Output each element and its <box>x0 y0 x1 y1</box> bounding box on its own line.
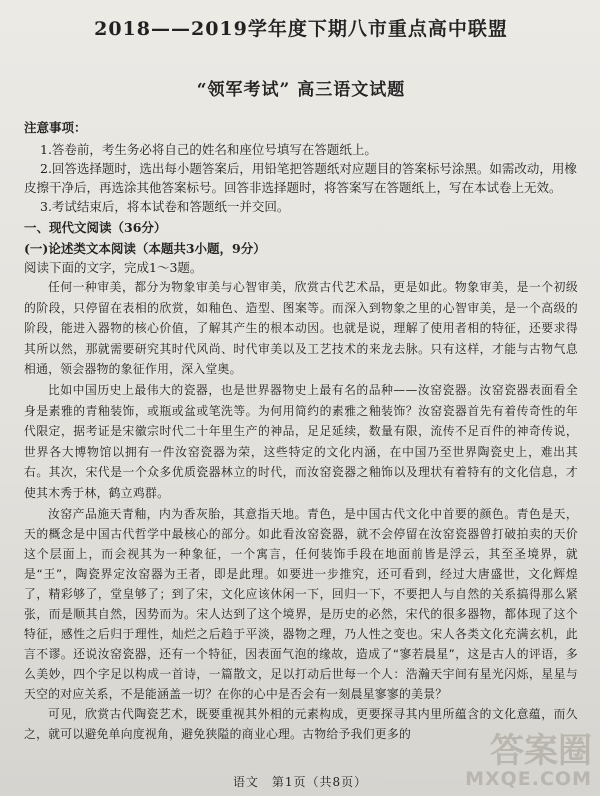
watermark-small: MXQE.COM <box>465 768 592 790</box>
page-footer: 语文 第1页（共8页） <box>232 775 368 789</box>
exam-subtitle: “领军考试” 高三语文试题 <box>196 80 406 100</box>
watermark-big: 答案圈 <box>490 731 592 771</box>
exam-title: 2018——2019学年度下期八市重点高中联盟 <box>94 18 508 40</box>
article <box>24 277 578 745</box>
note-item-3: 3.考试结束后，将本试卷和答题纸一并交回。 <box>40 199 290 214</box>
article-paragraph-1: 任何一种审美，都分为物象审美与心智审美，欣赏古代艺术品，更是如此。物象审美，是一个初级的阶段，只停留在表相的欣赏，如釉色、造型、图案等。而深入到物象之里的心智审美，是一个高级的阶段，能进入器物的核心价值，了解其产生的根本动因。也就是说，理解了使用者相的特征，还要求得其所以然，那就需要研究其时代风尚、时代审美以及工艺技术的来龙去脉。只有这样，才能与古物气息相通，领会器物的象征作用，深入堂奥。 <box>24 280 578 377</box>
notes-heading: 注意事项： <box>24 120 87 135</box>
note-item-2: 2.回答选择题时，选出每小题答案后，用铅笔把答题纸对应题目的答案标号涂黑。如需改动，用橡皮擦干净后，再选涂其他答案标号。回答非选择题时，将答案写在答题纸上，写在本试卷上无效。 <box>24 161 577 195</box>
notes-block <box>24 118 578 216</box>
section-part1: 一、现代文阅读（36分） <box>24 220 167 235</box>
watermark-logo <box>465 731 592 790</box>
article-paragraph-2: 比如中国历史上最伟大的瓷器，也是世界器物史上最有名的品种——汝窑瓷器。汝窑瓷器表面看全身是素雅的青釉装饰，或瓶或盆或笔洗等。为何用简约的素雅之釉装饰？汝窑瓷器首先有着传奇性的年代限定，据考证是宋徽宗时代二十年里生产的神品，足足延续，数量有限，流传不足百件的神奇传说，世界各大博物馆以拥有一件汝窑瓷器为荣，这些特定的文化内涵，在中国乃至世界陶瓷史上，难出其右。其次，宋代是一个众多优质瓷器林立的时代，而汝窑瓷器之釉饰以及理状有着特有的文化信息，才使其木秀于林，鹤立鸡群。 <box>24 382 578 500</box>
article-paragraph-4: 可见，欣赏古代陶瓷艺术，既要重视其外相的元素构成，更要探寻其内里所蕴含的文化意蕴，而久之，就可以避免单向度视角，避免狭隘的商业心理。古物给予我们更多的 <box>24 706 578 742</box>
section-part1a: (一)论述类文本阅读（本题共3小题，9分） <box>24 241 266 256</box>
article-paragraph-3: 汝窑产品施天青釉，内为香灰胎，其意指天地。青色，是中国古代文化中首要的颜色。青色是天，天的概念是中国古代哲学中最核心的部分。如此看汝窑瓷器，就不会停留在汝窑瓷器曾打破拍卖的天价这个层面上，而会视其为一种象征，一个寓言，任何装饰手段在地面前皆是浮云，其至圣境界，就是“王”，陶瓷界定汝窑器为王者，即是此理。如要进一步推究，还可看到，经过大唐盛世，文化辉煌了，精彩够了，堂皇够了；到了宋，文化应该休闲一下，回归一下，不要把人与自然的关系搞得那么紧张，而是顺其自然，因势而为。宋人达到了这个境界，是历史的必然，宋代的很多器物，都体现了这个特征，感性之后归于理性，灿烂之后趋于平淡，器物之理，乃人性之变也。宋人各类文化充满玄机，此言不谬。还说汝窑瓷器，还有一个特征，因表面气泡的缘故，造成了“寥若晨星”，这是古人的评语，多么美妙，四个字足以构成一首诗，一篇散文，足以打动后世每一个人：浩瀚天宇间有星光闪烁，星星与天空的对应关系，不是能涵盖一切？在你的心中是否会有一刻晨星寥寥的美景？ <box>24 506 578 701</box>
reading-instruction: 阅读下面的文字，完成1～3题。 <box>24 260 203 275</box>
note-item-1: 1.答卷前，考生务必将自己的姓名和座位号填写在答题纸上。 <box>40 142 377 157</box>
